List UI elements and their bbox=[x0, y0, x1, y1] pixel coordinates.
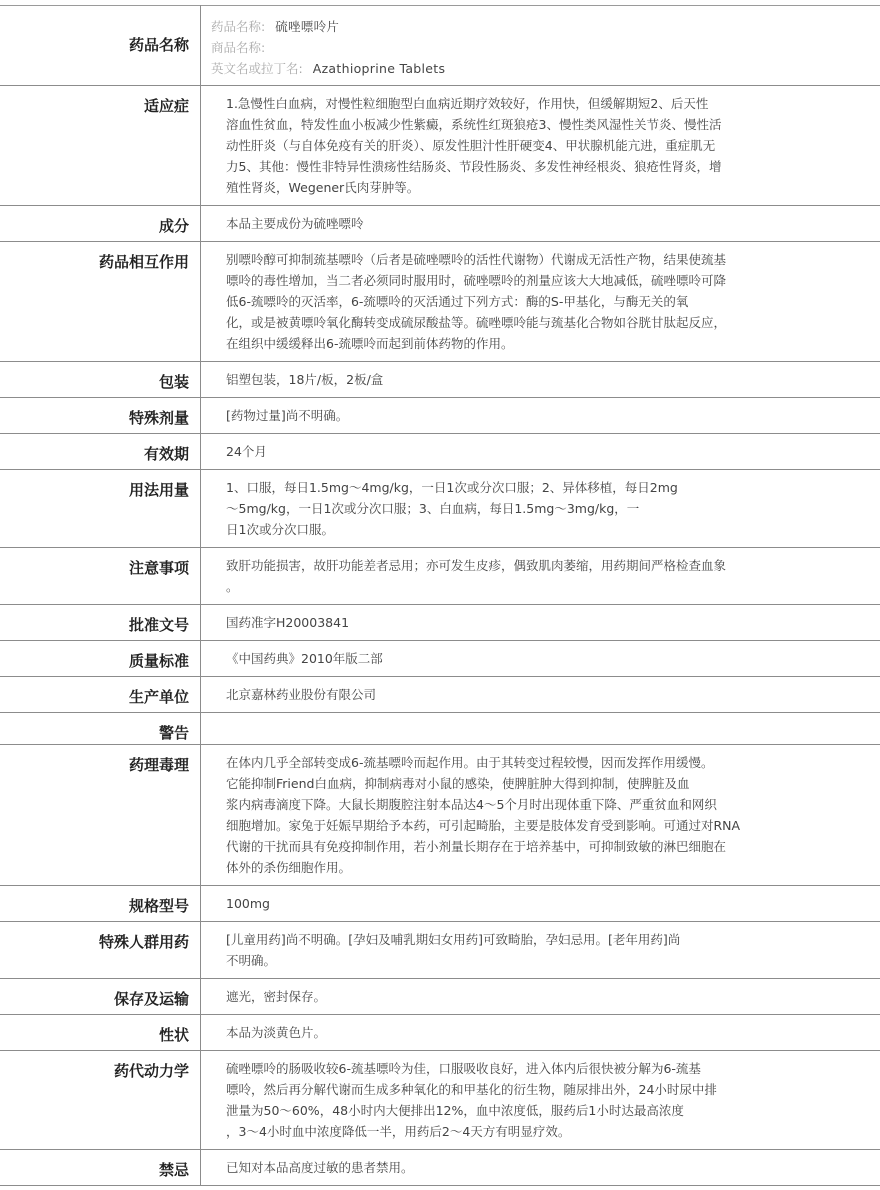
row-label: 保存及运输 bbox=[113, 990, 189, 1008]
row-pharmacology-toxicology bbox=[0, 745, 880, 886]
row-value: 本品为淡黄色片。 bbox=[226, 1025, 327, 1040]
row-value: 别嘌呤醇可抑制巯基嘌呤（后者是硫唑嘌呤的活性代谢物）代谢成无活性产物，结果使巯基 嘌呤的毒性增加，当二者必须同时服用时，硫唑嘌呤的剂量应该大大地减低，硫唑嘌呤可降 低6-巯嘌呤的灭活率，6-巯嘌呤的灭活通过下列方式：酶的S-甲基化，与酶无关的氧 化，或是被黄嘌呤氧化酶转变成硫尿酸盐等。硫唑嘌呤能与巯基化合物如谷胱甘肽起反应， 在组织中缓缓释出6-巯嘌呤而起到前体药物的作用。 bbox=[226, 252, 727, 351]
row-value: 北京嘉林药业股份有限公司 bbox=[226, 687, 377, 702]
row-value: 硫唑嘌呤的肠吸收较6-巯基嘌呤为佳，口服吸收良好，进入体内后很快被分解为6-巯基 嘌呤，然后再分解代谢而生成多种氧化的和甲基化的衍生物，随尿排出外，24小时尿中排 泄量为50～60%，48小时内大便排出12%，血中浓度低，服药后1小时达最高浓度 ，3～4小时血中浓度降低一半，用药后2～4天方有明显疗效。 bbox=[226, 1061, 717, 1139]
trade-name-key: 商品名称: bbox=[211, 40, 266, 55]
row-ingredients bbox=[0, 206, 880, 242]
row-value: 1、口服，每日1.5mg～4mg/kg，一日1次或分次口服；2、异体移植，每日2mg ～5mg/kg，一日1次或分次口服；3、白血病，每日1.5mg～3mg/kg，一 日1次或分次口服。 bbox=[226, 480, 678, 537]
row-label: 药品名称 bbox=[128, 36, 189, 54]
row-label: 用法用量 bbox=[128, 481, 189, 499]
row-quality-standard bbox=[0, 641, 880, 677]
drug-name-block bbox=[201, 6, 880, 85]
row-value: [药物过量]尚不明确。 bbox=[226, 408, 349, 423]
row-label: 成分 bbox=[158, 217, 189, 235]
row-value: 《中国药典》2010年版二部 bbox=[226, 651, 383, 666]
row-approval-number bbox=[0, 605, 880, 641]
row-label: 质量标准 bbox=[128, 652, 189, 670]
row-label: 药代动力学 bbox=[113, 1062, 189, 1080]
row-label: 注意事项 bbox=[128, 559, 189, 577]
row-label: 警告 bbox=[158, 724, 189, 742]
row-label: 规格型号 bbox=[128, 897, 189, 915]
row-pharmacokinetics bbox=[0, 1051, 880, 1150]
row-label: 适应症 bbox=[143, 97, 189, 115]
row-label: 批准文号 bbox=[128, 616, 189, 634]
row-value: 铝塑包装，18片/板，2板/盒 bbox=[226, 372, 384, 387]
row-label: 药理毒理 bbox=[128, 756, 189, 774]
row-interactions bbox=[0, 242, 880, 362]
row-indications bbox=[0, 86, 880, 206]
english-name-value: Azathioprine Tablets bbox=[312, 61, 446, 76]
row-value: 本品主要成份为硫唑嘌呤 bbox=[226, 216, 364, 231]
row-contraindications bbox=[0, 1150, 880, 1186]
row-drug-name bbox=[0, 6, 880, 86]
row-manufacturer bbox=[0, 677, 880, 713]
english-name-line bbox=[211, 58, 860, 79]
row-usage-dosage bbox=[0, 470, 880, 548]
row-packaging bbox=[0, 362, 880, 398]
row-value: 在体内几乎全部转变成6-巯基嘌呤而起作用。由于其转变过程较慢，因而发挥作用缓慢。 它能抑制Friend白血病，抑制病毒对小鼠的感染，使脾脏肿大得到抑制，使脾脏及血 浆内病毒滴度下降。大鼠长期腹腔注射本品达4～5个月时出现体重下降、严重贫血和网织 细胞增加。家兔于妊娠早期给予本药，可引起畸胎，主要是肢体发育受到影响。可通过对RNA 代谢的干扰而具有免疫抑制作用，若小剂量长期存在于培养基中，可抑制致敏的淋巴细胞在 体外的杀伤细胞作用。 bbox=[226, 755, 741, 875]
row-precautions bbox=[0, 548, 880, 605]
row-warning bbox=[0, 713, 880, 745]
row-label: 包装 bbox=[158, 373, 189, 391]
row-value: 国药准字H20003841 bbox=[226, 615, 350, 630]
row-value: 遮光，密封保存。 bbox=[226, 989, 327, 1004]
row-label: 有效期 bbox=[143, 445, 189, 463]
row-value: 1.急慢性白血病，对慢性粒细胞型白血病近期疗效较好，作用快，但缓解期短2、后天性 溶血性贫血，特发性血小板减少性紫癜，系统性红斑狼疮3、慢性类风湿性关节炎、慢性活 动性肝炎（与自体免疫有关的肝炎）、原发性胆汁性肝硬变4、甲状腺机能亢进，重症肌无 力5、其他：慢性非特异性溃疡性结肠炎、节段性肠炎、多发性神经根炎、狼疮性肾炎，增 殖性肾炎，Wegener氏肉芽肿等。 bbox=[226, 96, 722, 195]
row-appearance bbox=[0, 1015, 880, 1051]
row-label: 性状 bbox=[158, 1026, 189, 1044]
row-value: 致肝功能损害，故肝功能差者忌用；亦可发生皮疹，偶致肌肉萎缩，用药期间严格检查血象 。 bbox=[226, 558, 727, 594]
row-storage-transport bbox=[0, 979, 880, 1015]
row-shelf-life bbox=[0, 434, 880, 470]
row-label: 特殊剂量 bbox=[128, 409, 189, 427]
row-special-populations bbox=[0, 922, 880, 979]
row-value: 100mg bbox=[226, 896, 270, 911]
row-specification bbox=[0, 886, 880, 922]
generic-name-key: 药品名称: bbox=[211, 19, 266, 34]
row-value: 已知对本品高度过敏的患者禁用。 bbox=[226, 1160, 414, 1175]
english-name-key: 英文名或拉丁名: bbox=[211, 61, 303, 76]
row-label: 特殊人群用药 bbox=[98, 933, 189, 951]
row-value: [儿童用药]尚不明确。[孕妇及哺乳期妇女用药]可致畸胎，孕妇忌用。[老年用药]尚 不明确。 bbox=[226, 932, 681, 968]
row-value bbox=[201, 713, 880, 727]
row-special-dosage bbox=[0, 398, 880, 434]
row-label: 生产单位 bbox=[128, 688, 189, 706]
row-value: 24个月 bbox=[226, 444, 267, 459]
row-label: 药品相互作用 bbox=[98, 253, 189, 271]
trade-name-line bbox=[211, 37, 860, 58]
drug-info-table bbox=[0, 5, 880, 1186]
generic-name-line bbox=[211, 16, 860, 37]
generic-name-value: 硫唑嘌呤片 bbox=[275, 19, 340, 34]
row-label: 禁忌 bbox=[158, 1161, 189, 1179]
